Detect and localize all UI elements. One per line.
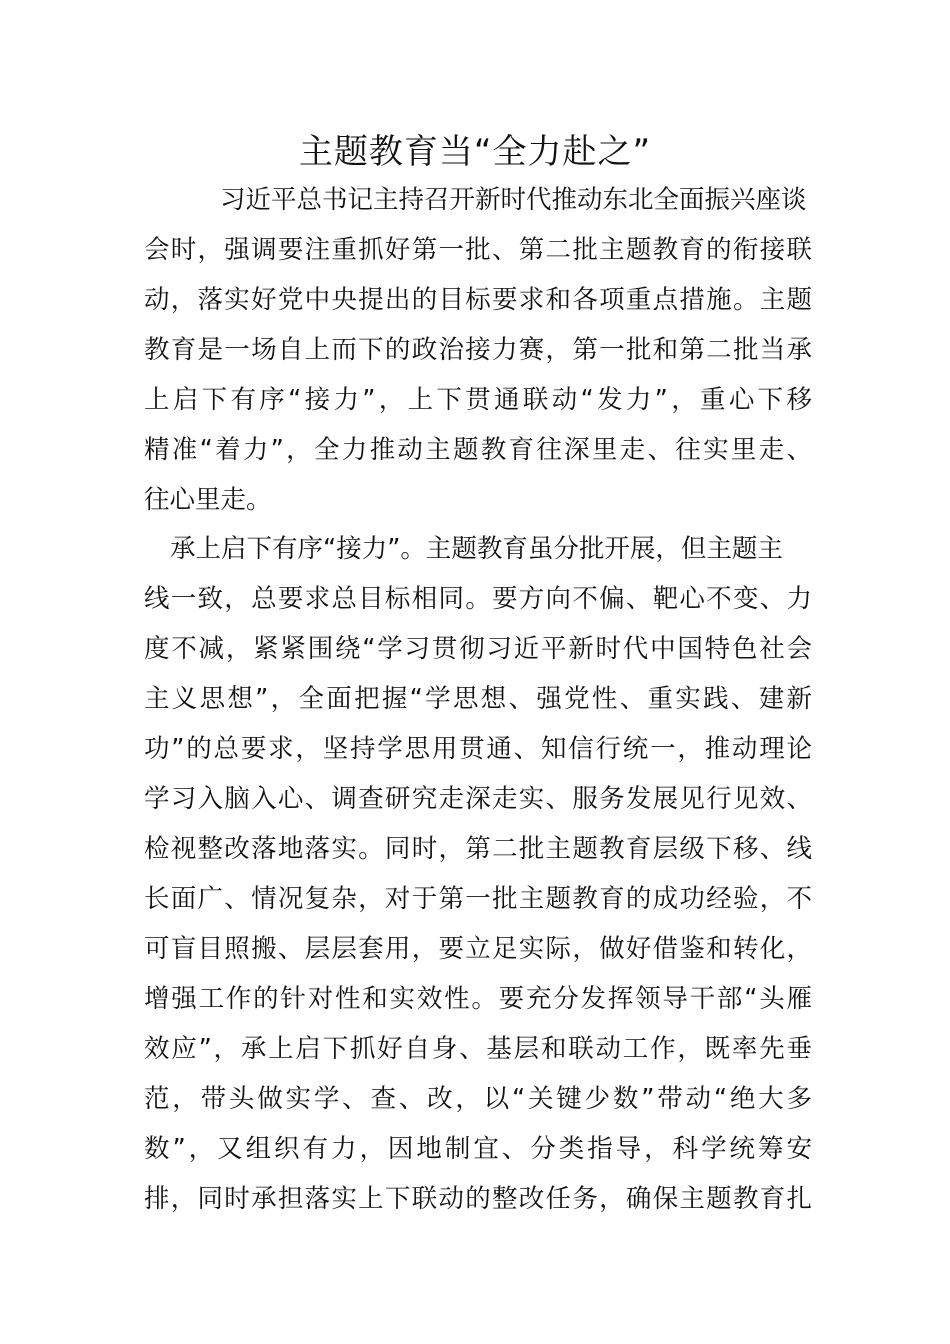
paragraph-line: 长面广、情况复杂，对于第一批主题教育的成功经验，不: [144, 884, 812, 914]
paragraph-line: 效应”，承上启下抓好自身、基层和联动工作，既率先垂: [144, 1034, 812, 1064]
paragraph-line: 学习入脑入心、调查研究走深走实、服务发展见行见效、: [144, 784, 812, 814]
document-title: 主题教育当“全力赴之”: [298, 132, 652, 172]
paragraph-line: 度不减，紧紧围绕“学习贯彻习近平新时代中国特色社会: [144, 634, 812, 664]
paragraph-line: 数”，又组织有力，因地制宜、分类指导，科学统筹安: [144, 1134, 812, 1164]
paragraph-line: 教育是一场自上而下的政治接力赛，第一批和第二批当承: [144, 335, 812, 365]
paragraph-line: 检视整改落地落实。同时，第二批主题教育层级下移、线: [144, 834, 812, 864]
paragraph-line: 往心里走。: [144, 485, 272, 515]
paragraph-line: 范，带头做实学、查、改，以“关键少数”带动“绝大多: [144, 1084, 812, 1114]
paragraph-line: 排，同时承担落实上下联动的整改任务，确保主题教育扎: [144, 1184, 812, 1214]
paragraph-line: 主义思想”，全面把握“学思想、强党性、重实践、建新: [144, 684, 812, 714]
paragraph-1: [144, 175, 812, 525]
paragraph-line: 功”的总要求，坚持学思用贯通、知信行统一，推动理论: [144, 734, 812, 764]
paragraph-line: 会时，强调要注重抓好第一批、第二批主题教育的衔接联: [144, 235, 812, 265]
paragraph-line: 增强工作的针对性和实效性。要充分发挥领导干部“头雁: [144, 984, 812, 1014]
paragraph-line: 承上启下有序“接力”。主题教育虽分批开展，但主题主: [170, 534, 783, 564]
paragraph-line: 上启下有序“接力”，上下贯通联动“发力”，重心下移: [144, 385, 812, 415]
paragraph-2: [144, 524, 812, 1224]
paragraph-line: 线一致，总要求总目标相同。要方向不偏、靶心不变、力: [144, 584, 812, 614]
paragraph-line: 习近平总书记主持召开新时代推动东北全面振兴座谈: [220, 185, 807, 215]
paragraph-line: 动，落实好党中央提出的目标要求和各项重点措施。主题: [144, 285, 812, 315]
paragraph-line: 可盲目照搬、层层套用，要立足实际，做好借鉴和转化，: [144, 934, 812, 964]
paragraph-line: 精准“着力”，全力推动主题教育往深里走、往实里走、: [144, 435, 812, 465]
